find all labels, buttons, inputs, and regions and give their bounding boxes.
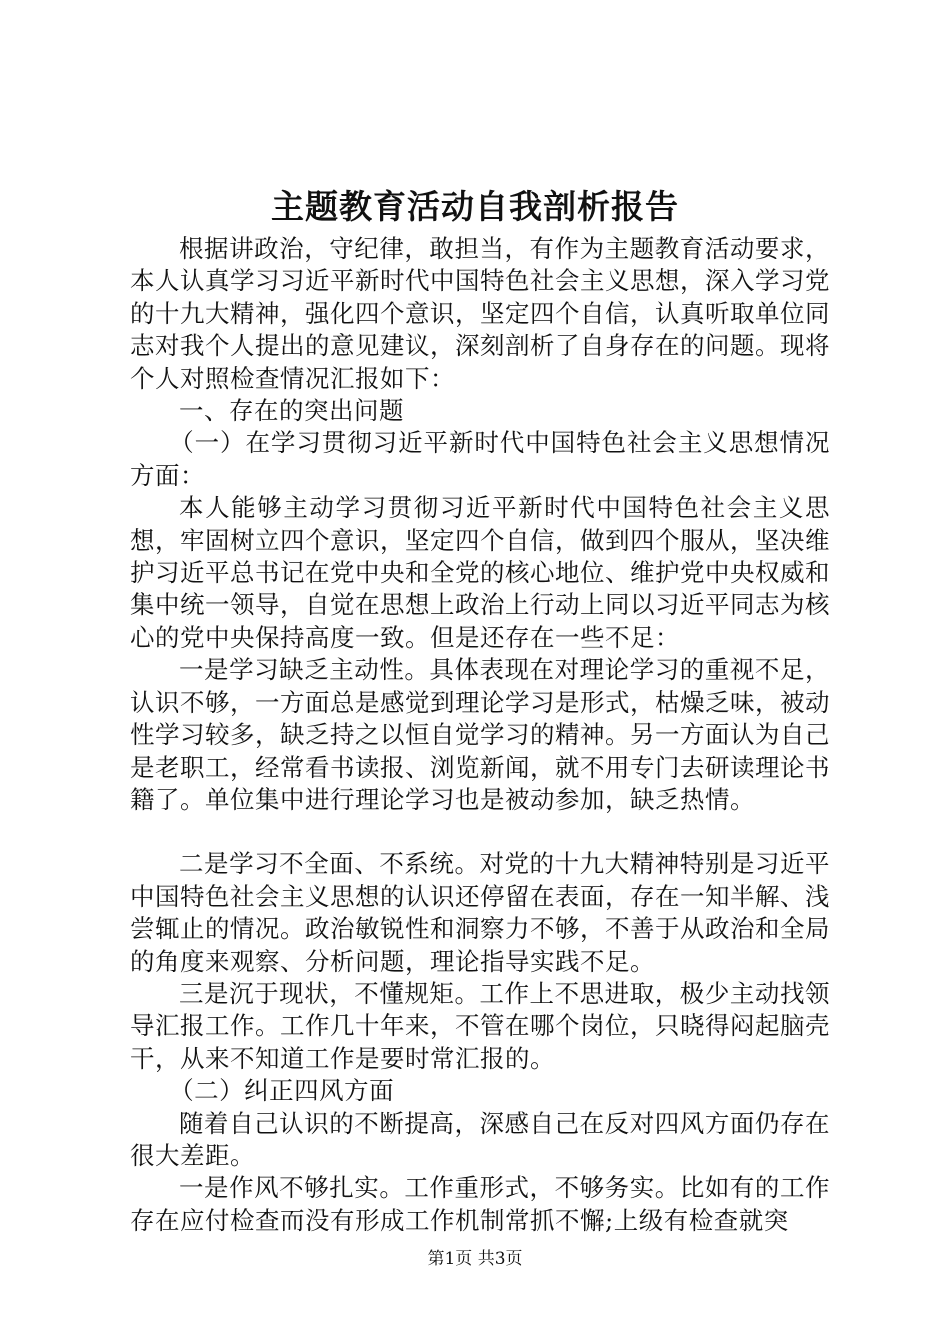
paragraph-study: 本人能够主动学习贯彻习近平新时代中国特色社会主义思想，牢固树立四个意识，坚定四个自信，做到四个服从，坚决维护习近平总书记在党中央和全党的核心地位、维护党中央权威和集中统一领导，自觉在思想上政治上行动上同以习近平同志为核心的党中央保持高度一致。但是还存在一些不足： — [130, 493, 830, 652]
paragraph-point-1: 一是学习缺乏主动性。具体表现在对理论学习的重视不足，认识不够，一方面总是感觉到理论学习是形式，枯燥乏味，被动性学习较多，缺乏持之以恒自觉学习的精神。另一方面认为自己是老职工，经常看书读报、浏览新闻，就不用专门去研读理论书籍了。单位集中进行理论学习也是被动参加，缺乏热情。 — [130, 655, 830, 814]
document-title: 主题教育活动自我剖析报告 — [271, 187, 679, 226]
document-body — [130, 233, 830, 1237]
paragraph-point-3: 三是沉于现状，不懂规矩。工作上不思进取，极少主动找领导汇报工作。工作几十年来，不管在哪个岗位，只晓得闷起脑壳干，从来不知道工作是要时常汇报的。 — [130, 978, 830, 1073]
paragraph-intro: 根据讲政治，守纪律，敢担当，有作为主题教育活动要求，本人认真学习习近平新时代中国特色社会主义思想，深入学习党的十九大精神，强化四个意识，坚定四个自信，认真听取单位同志对我个人提出的意见建议，深刻剖析了自身存在的问题。现将个人对照检查情况汇报如下： — [130, 234, 830, 393]
section-heading-problems: 一、存在的突出问题 — [179, 396, 404, 426]
subsection-heading-2: （二）纠正四风方面 — [169, 1076, 395, 1106]
paragraph-point-2: 二是学习不全面、不系统。对党的十九大精神特别是习近平中国特色社会主义思想的认识还停留在表面，存在一知半解、浅尝辄止的情况。政治敏锐性和洞察力不够，不善于从政治和全局的角度来观察、分析问题，理论指导实践不足。 — [130, 849, 830, 976]
paragraph-four-winds: 随着自己认识的不断提高，深感自己在反对四风方面仍存在很大差距。 — [130, 1108, 830, 1170]
paragraph-work-style: 一是作风不够扎实。工作重形式，不够务实。比如有的工作存在应付检查而没有形成工作机制常抓不懈;上级有检查就突 — [130, 1173, 830, 1235]
page-footer: 第1页 共3页 — [427, 1249, 523, 1269]
subsection-heading-1: （一）在学习贯彻习近平新时代中国特色社会主义思想情况方面： — [130, 428, 830, 490]
